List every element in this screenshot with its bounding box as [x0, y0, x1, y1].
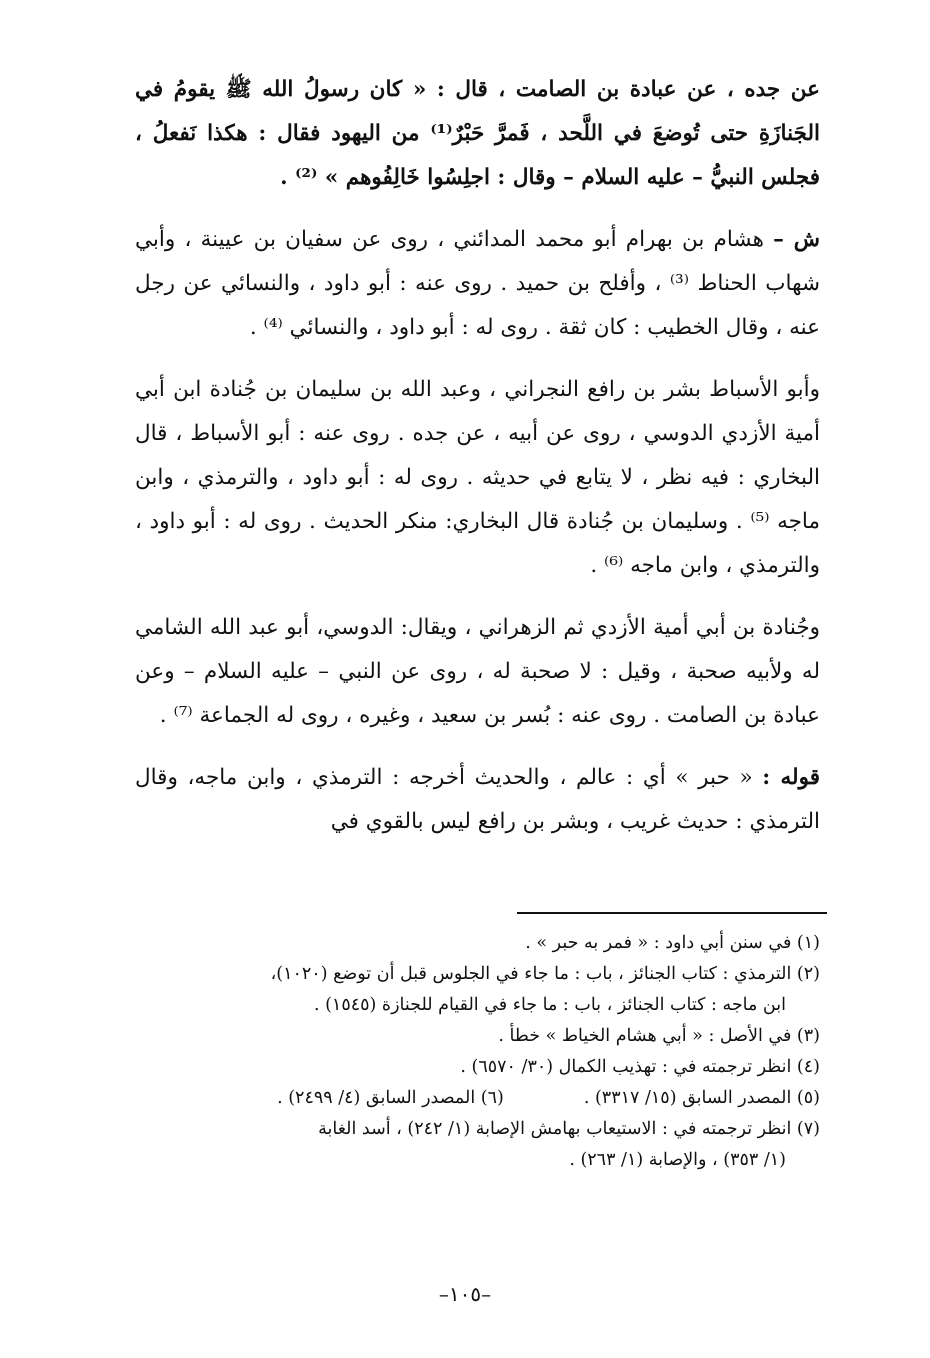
- footnote-3: (٣) في الأصل : « أبي هشام الخياط » خطأ .: [498, 1026, 820, 1046]
- footnote-7-continued: (١/ ٣٥٣) ، والإصابة (١/ ٢٦٣) .: [569, 1150, 786, 1170]
- paragraph-text: هشام بن بهرام أبو محمد المدائني ، روى عن سفيان بن عيينة ، وأبي شهاب الحناط ⁽³⁾ ، وأفلح بن حميد . روى عنه : أبو داود ، والنسائي عن رجل عنه ، وقال الخطيب : كان ثقة . روى له : أبو داود ، والنسائي ⁽⁴⁾ .: [135, 227, 820, 340]
- hadith-paragraph: عن جده ، عن عبادة بن الصامت ، قال : « كان رسولُ الله ﷺ يقومُ في الجَنازَةِ حتى تُوضعَ في اللَّحد ، فَمرَّ حَبْرٌ⁽¹⁾ من اليهود فقال : هكذا نَفعلُ ، فجلس النبيُّ – عليه السلام – وقال : اجلِسُوا خَالِفُوهم » ⁽²⁾ .: [135, 77, 820, 190]
- footnote-5: (٥) المصدر السابق (١٥/ ٣٣١٧) .: [583, 1088, 820, 1108]
- footnote-4: (٤) انظر ترجمته في : تهذيب الكمال (٣٠/ ٦٥٧٠) .: [460, 1057, 820, 1077]
- footnote-2-continued: ابن ماجه : كتاب الجنائز ، باب : ما جاء في القيام للجنازة (١٥٤٥) .: [313, 995, 786, 1015]
- paragraph-marker: قوله :: [762, 765, 820, 790]
- footnotes: [125, 928, 820, 1176]
- footnote-row-5-6: [125, 1083, 820, 1114]
- footnote-separator: [517, 912, 827, 914]
- page-number: –١٠٥–: [438, 1282, 492, 1306]
- commentary-paragraph-2: وأبو الأسباط بشر بن رافع النجراني ، وعبد الله بن سليمان بن جُنادة ابن أبي أمية الأزدي الدوسي ، روى عن أبيه ، عن جده . روى عنه : أبو الأسباط ، قال البخاري : فيه نظر ، لا يتابع في حديثه . روى له : أبو داود ، والترمذي ، وابن ماجه ⁽⁵⁾ . وسليمان بن جُنادة قال البخاري: منكر الحديث . روى له : أبو داود ، والترمذي ، وابن ماجه ⁽⁶⁾ .: [135, 377, 821, 578]
- footnote-7: (٧) انظر ترجمته في : الاستيعاب بهامش الإصابة (١/ ٢٤٢) ، أسد الغابة: [318, 1119, 820, 1139]
- paragraph-text: « حبر » أي : عالم ، والحديث أخرجه : الترمذي ، وابن ماجه، وقال الترمذي : حديث غريب ، وبشر بن رافع ليس بالقوي في: [135, 765, 820, 834]
- main-text: [135, 68, 820, 862]
- footnote-2: (٢) الترمذي : كتاب الجنائز ، باب : ما جاء في الجلوس قبل أن توضع (١٠٢٠)،: [270, 964, 820, 984]
- paragraph-marker: ش –: [773, 227, 820, 252]
- commentary-paragraph-3: وجُنادة بن أبي أمية الأزدي ثم الزهراني ، ويقال: الدوسي، أبو عبد الله الشامي له ولأبيه صحبة ، وقيل : لا صحبة له ، روى عن النبي – عليه السلام – وعن عبادة بن الصامت . روى عنه : بُسر بن سعيد ، وغيره ، روى له الجماعة ⁽⁷⁾ .: [135, 615, 820, 728]
- footnote-6: (٦) المصدر السابق (٤/ ٢٤٩٩) .: [277, 1088, 504, 1108]
- commentary-paragraph-4: [135, 756, 820, 844]
- commentary-paragraph-1: [135, 218, 820, 350]
- footnote-1: (١) في سنن أبي داود : « فمر به حبر » .: [525, 933, 820, 953]
